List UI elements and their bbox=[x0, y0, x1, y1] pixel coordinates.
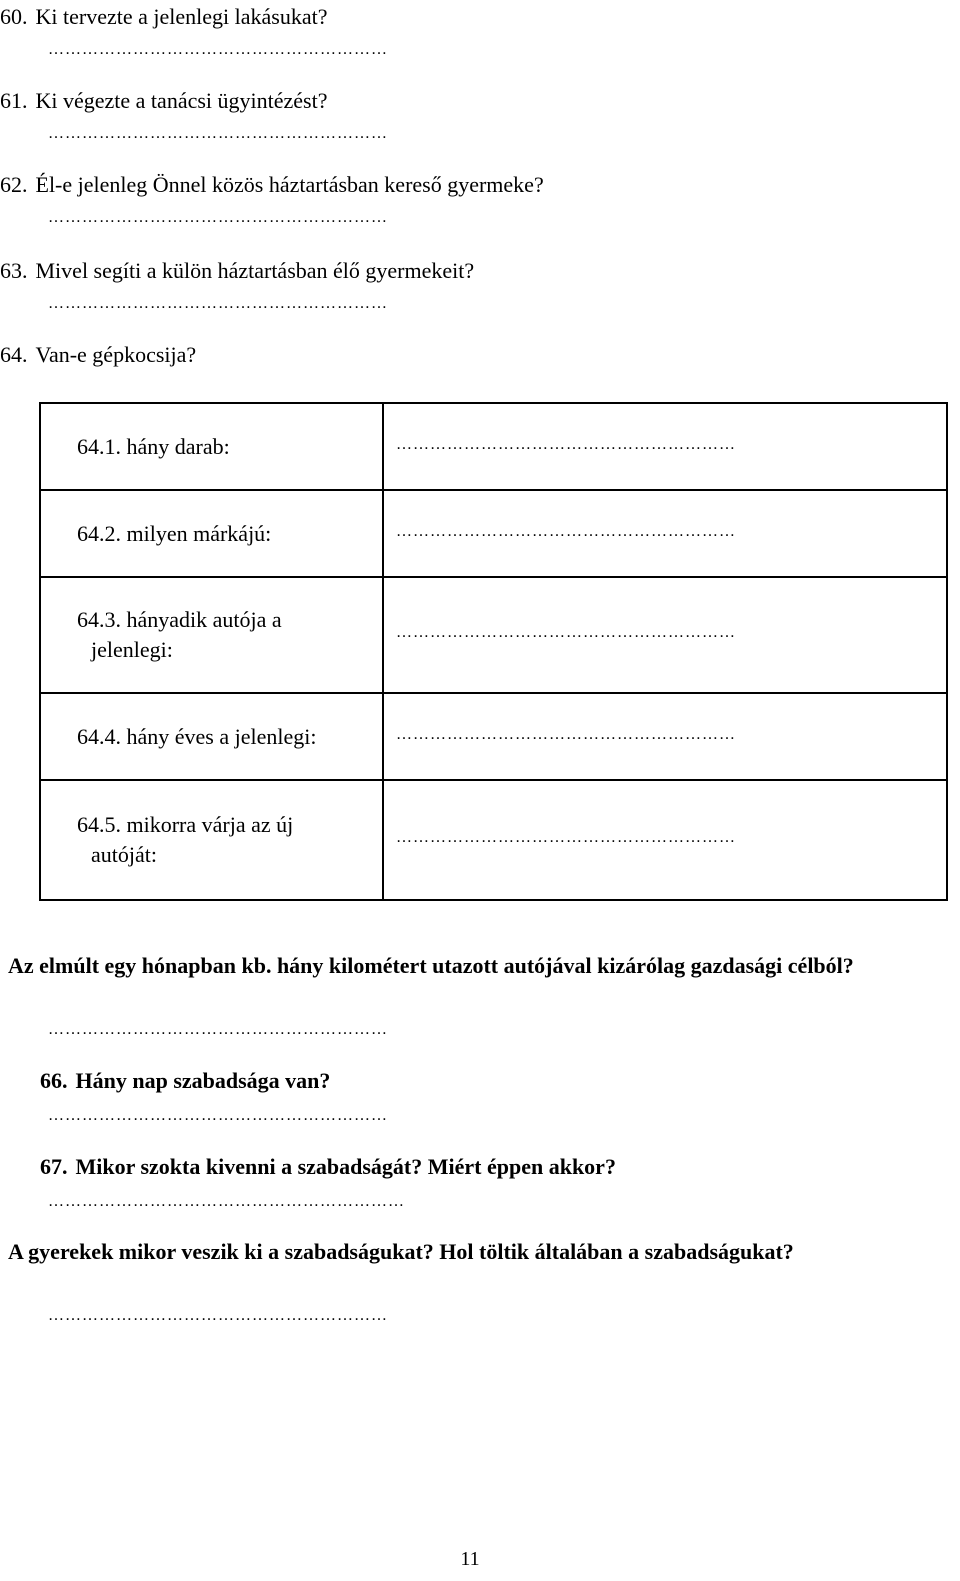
answer-line-67[interactable]: ……………………………………………………… bbox=[48, 1193, 405, 1210]
row-label: 64.3. hányadik autója a jelenlegi: bbox=[40, 577, 383, 693]
answer-line-62[interactable]: …………………………………………………… bbox=[48, 209, 388, 226]
question-64: 64. Van-e gépkocsija? bbox=[0, 342, 197, 367]
answer-line-66[interactable]: …………………………………………………… bbox=[48, 1107, 388, 1124]
table-row bbox=[40, 490, 947, 577]
answer-cell[interactable]: …………………………………………………… bbox=[383, 490, 947, 577]
answer-cell[interactable]: …………………………………………………… bbox=[383, 577, 947, 693]
table-row bbox=[40, 780, 947, 900]
question-65: Az elmúlt egy hónapban kb. hány kilométert utazott autójával kizárólag gazdasági célból? bbox=[8, 953, 854, 978]
answer-cell[interactable]: …………………………………………………… bbox=[383, 780, 947, 900]
answer-line-60[interactable]: …………………………………………………… bbox=[48, 41, 388, 58]
row-label: 64.5. mikorra várja az új autóját: bbox=[40, 780, 383, 900]
table-row bbox=[40, 577, 947, 693]
answer-cell[interactable]: …………………………………………………… bbox=[383, 693, 947, 780]
answer-line-65[interactable]: …………………………………………………… bbox=[48, 1021, 388, 1038]
question-62: 62. Él-e jelenleg Önnel közös háztartásban kereső gyermeke? bbox=[0, 172, 544, 197]
question-67: 67. Mikor szokta kivenni a szabadságát? Miért éppen akkor? bbox=[40, 1154, 616, 1179]
row-label: 64.4. hány éves a jelenlegi: bbox=[40, 693, 383, 780]
table-row bbox=[40, 693, 947, 780]
question-68: A gyerekek mikor veszik ki a szabadságukat? Hol töltik általában a szabadságukat? bbox=[8, 1239, 794, 1264]
table-row bbox=[40, 403, 947, 490]
page-number: 11 bbox=[460, 1548, 480, 1570]
question-63: 63. Mivel segíti a külön háztartásban élő gyermekeit? bbox=[0, 258, 475, 283]
question-61: 61. Ki végezte a tanácsi ügyintézést? bbox=[0, 88, 328, 113]
answer-line-63[interactable]: …………………………………………………… bbox=[48, 295, 388, 312]
row-label: 64.1. hány darab: bbox=[40, 403, 383, 490]
question-60: 60. Ki tervezte a jelenlegi lakásukat? bbox=[0, 4, 328, 29]
answer-cell[interactable]: …………………………………………………… bbox=[383, 403, 947, 490]
question-66: 66. Hány nap szabadsága van? bbox=[40, 1068, 331, 1093]
car-details-table bbox=[39, 402, 948, 901]
answer-line-61[interactable]: …………………………………………………… bbox=[48, 125, 388, 142]
answer-line-68[interactable]: …………………………………………………… bbox=[48, 1307, 388, 1324]
row-label: 64.2. milyen márkájú: bbox=[40, 490, 383, 577]
